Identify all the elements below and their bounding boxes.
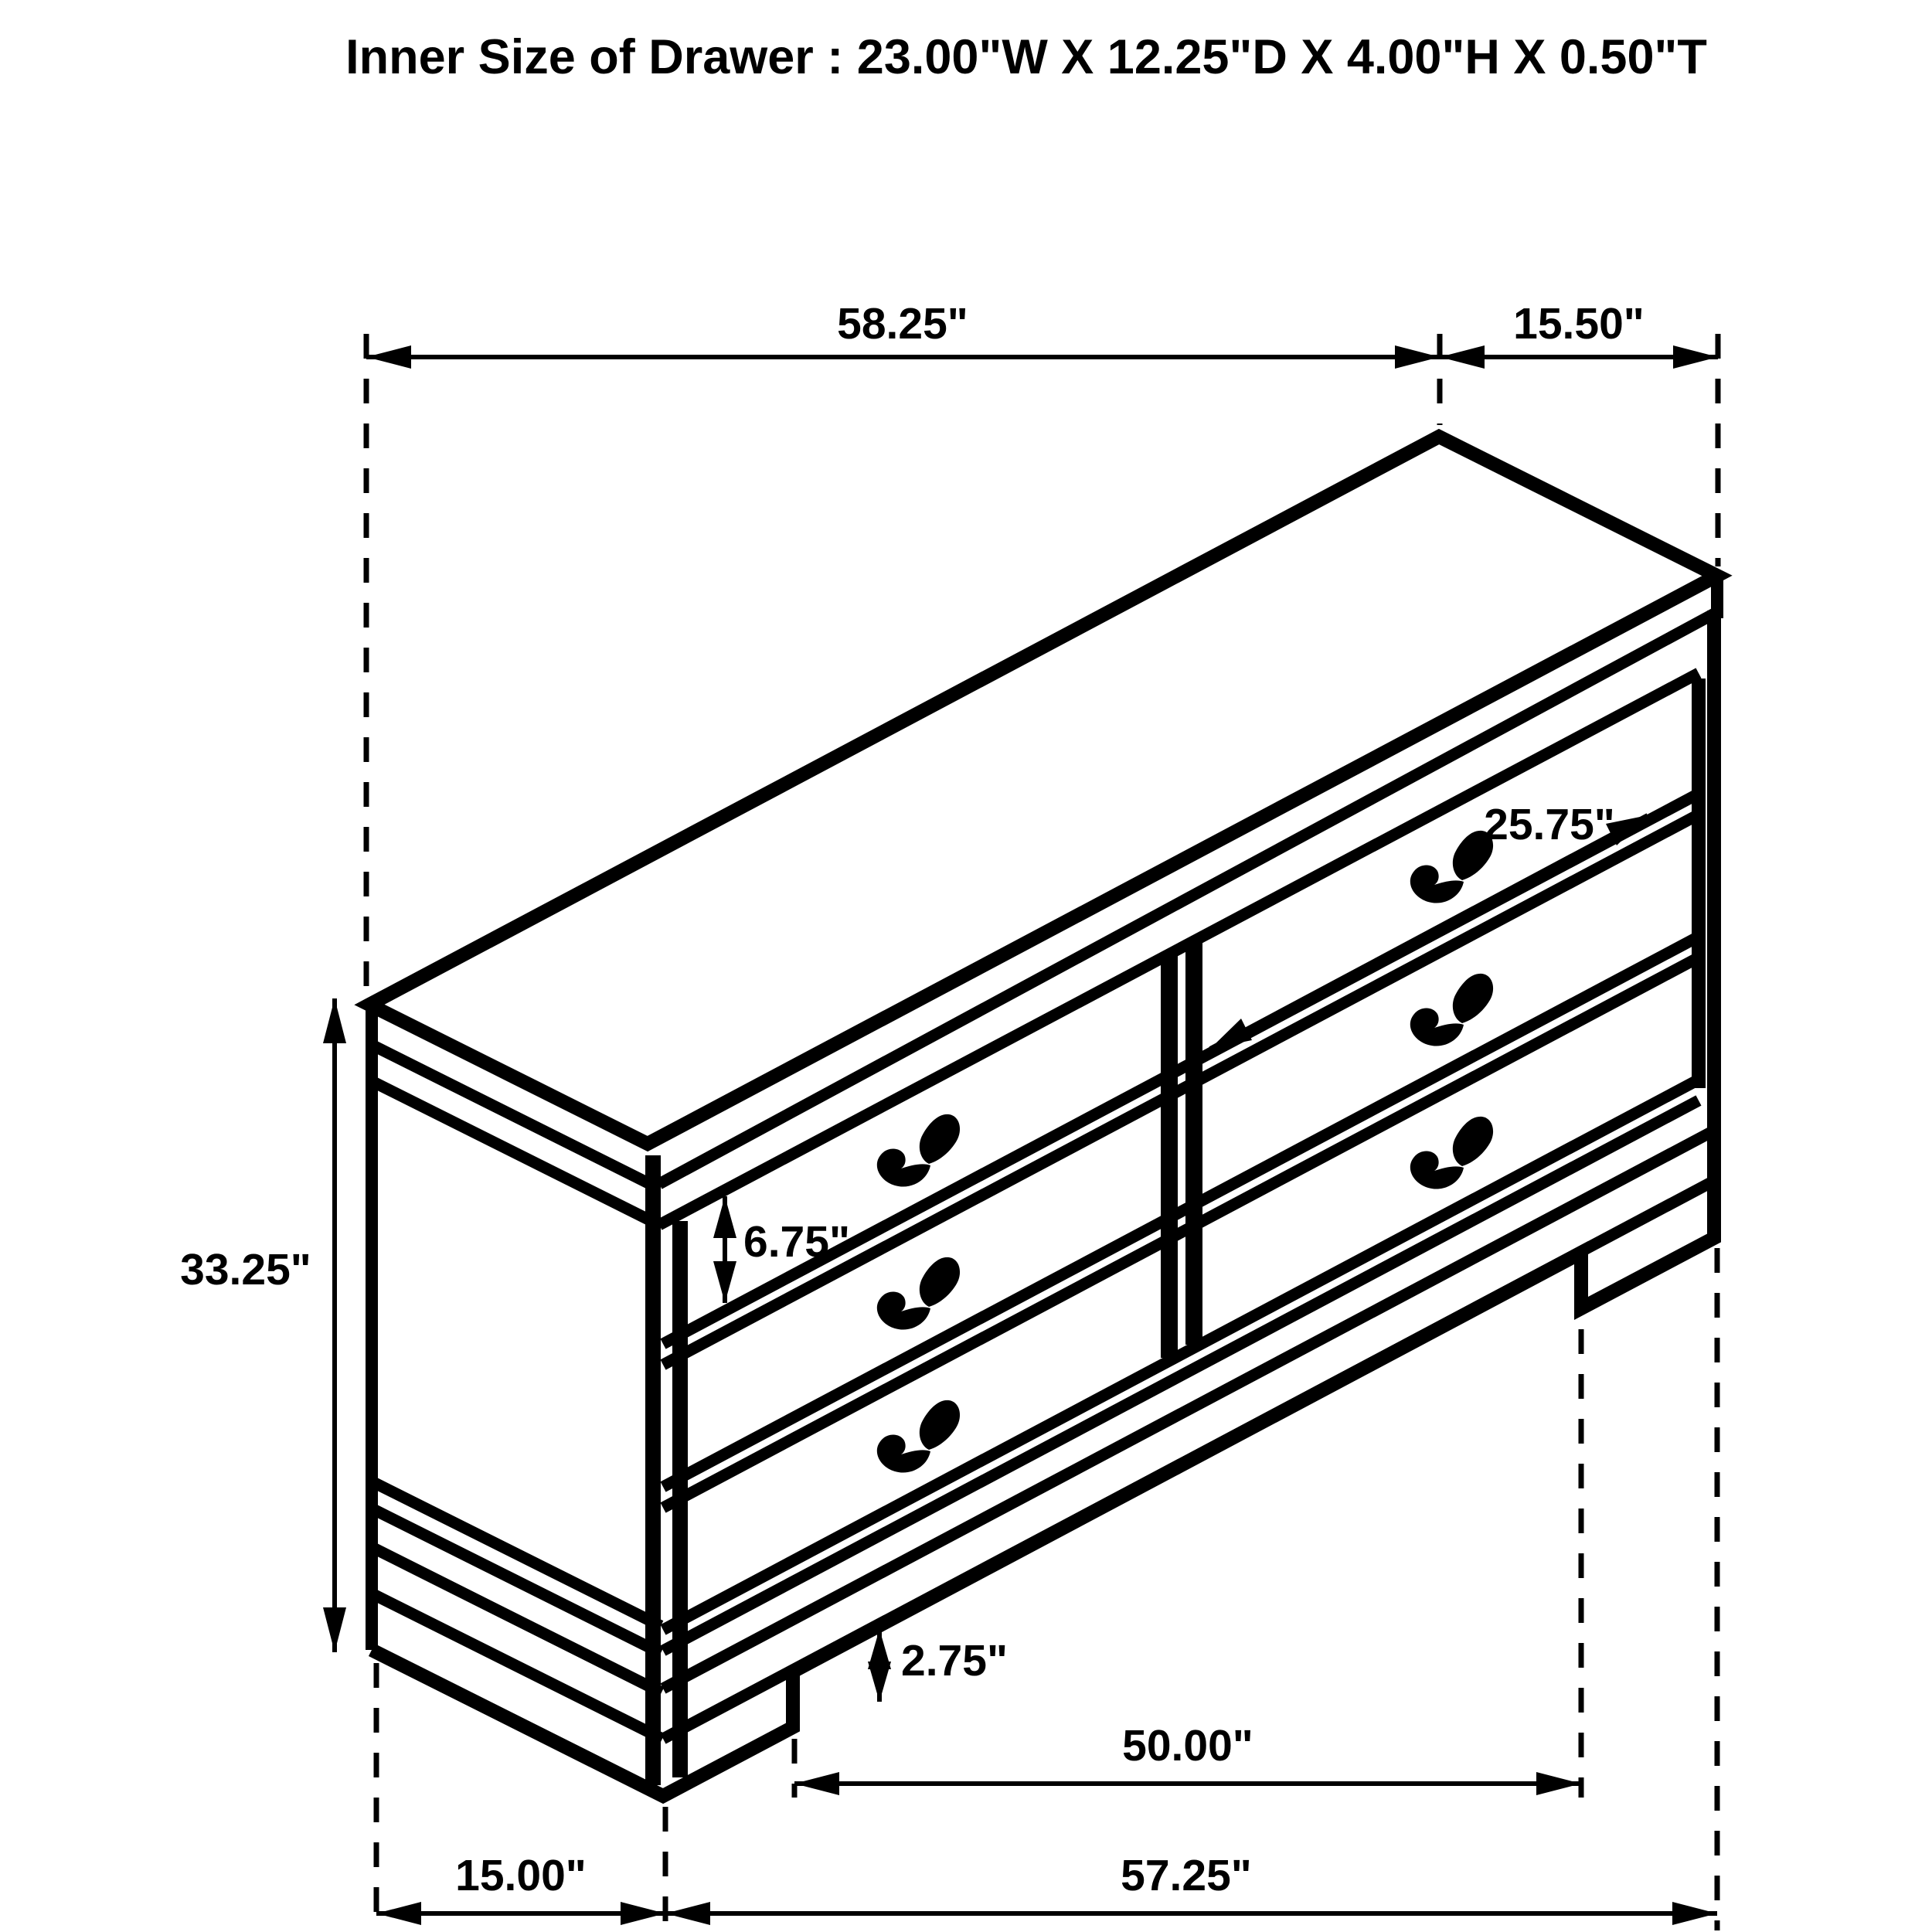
dim-floor-span: [794, 1721, 1581, 1795]
dim-top-width: [366, 299, 1440, 369]
dim-label-overall-height: 33.25": [180, 1245, 311, 1294]
dim-base-side-depth: [376, 1851, 665, 1925]
dim-label-base-front-width: 57.25": [1121, 1851, 1252, 1900]
dim-label-floor-span: 50.00": [1122, 1721, 1253, 1770]
dim-label-base-clearance: 2.75": [901, 1636, 1008, 1685]
page-title: Inner Size of Drawer : 23.00"W X 12.25"D X 4.00"H X 0.50"T: [345, 30, 1707, 84]
dim-overall-height: [180, 998, 346, 1652]
dim-label-drawer-height: 6.75": [743, 1217, 850, 1267]
dim-label-base-side-depth: 15.00": [455, 1851, 587, 1900]
dim-base-front-width: [665, 1851, 1717, 1925]
dim-top-depth: [1440, 299, 1718, 369]
dresser-drawing: [369, 437, 1717, 1796]
dim-base-clearance: [868, 1629, 1008, 1702]
dim-label-top-depth: 15.50": [1513, 299, 1645, 349]
dim-label-top-width: 58.25": [837, 299, 968, 349]
dim-label-drawer-diagonal: 25.75": [1484, 800, 1615, 849]
